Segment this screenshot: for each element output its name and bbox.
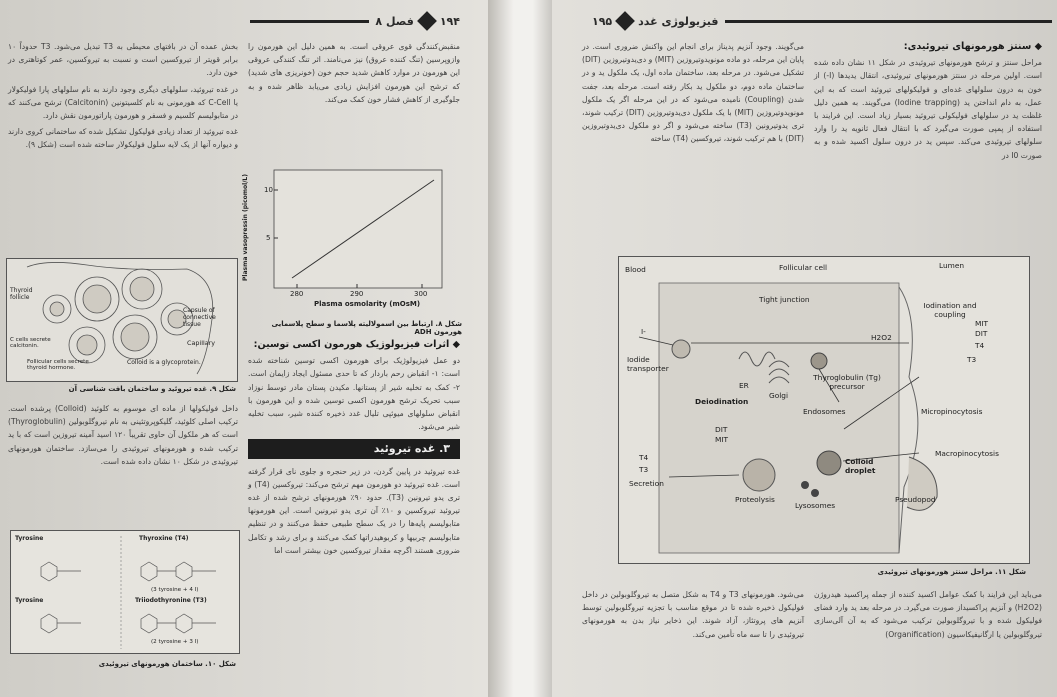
page-gutter bbox=[488, 0, 552, 697]
fig11-micropinocytosis: Micropinocytosis bbox=[921, 407, 983, 416]
fig11-macropinocytosis: Macropinocytosis bbox=[935, 449, 999, 458]
figure-8 bbox=[241, 160, 448, 310]
paragraph: در غده تیروئید، سلولهای دیگری وجود دارند به نام سلولهای پارا فولیکولار یا C-Cell که هورمونی به نام کلسیتونین (Calcitonin) ترشح می‌کنند که در متابولیسم کلسیم و فسفر و هورمون پاراتورمون نقش دارد. bbox=[8, 84, 238, 121]
fig11-tight-junction: Tight junction bbox=[759, 295, 810, 304]
fig11-t4: T4 bbox=[639, 453, 649, 462]
left-page-col-left bbox=[8, 40, 238, 155]
paragraph: می‌شود. هورمونهای T3 و T4 به شکل متصل به تیروگلوبولین در داخل فولیکول ذخیره شده تا در موقع مناسب با تجزیه تیروگلوبولین توسط آنزیم های پروتئاز، آزاد شوند. این ذخایر نیاز بدن به هورمونهای تیروئیدی را تا سه ماه تأمین می‌کند. bbox=[582, 590, 804, 639]
fig9-caption: شکل ۹. غده تیروئید و ساختمان بافت شناسی آن bbox=[68, 385, 236, 393]
fig8-plot-area bbox=[274, 170, 442, 288]
paragraph: دو عمل فیزیولوژیک برای هورمون اکسی توسین شناخته شده است: ۱- انقباض رحم باردار که تا حدی مسئول ایجاد زایمان است. ۲- کمک به تخلیه شیر از پستانها. مکیدن پستان مادر توسط نوزاد سبب تحریک ترشح هورمون اکسی توسین شده و این هورمون با انقباض سلولهای میوئپی تلیال غدد ذخیره کننده شیر، سبب تخلیه شیر می‌شود. bbox=[248, 356, 460, 432]
right-page-col-right bbox=[814, 40, 1042, 165]
tg-precursor-shape bbox=[811, 353, 827, 369]
left-page-header bbox=[250, 10, 460, 32]
lysosome-shape bbox=[811, 489, 819, 497]
paragraph: منقبض‌کنندگی قوی عروقی است. به همین دلیل این هورمون را وازوپرسین (تنگ کننده عروق) نیز می‌نامند. اثر تنگ کنندگی عروقی این هورمون در موارد کاهش شدید حجم خون (خونریزی های شدید) که ترشح این هورمون افزایش زیادی می‌یابد ظاهر شده و به جلوگیری از کاهش فشار خون کمک می‌کند. bbox=[248, 42, 460, 104]
fig11-lumen: Lumen bbox=[939, 261, 965, 270]
fig8-ylabel: Plasma vasopressin (picomol/L) bbox=[241, 174, 249, 281]
apical-membrane bbox=[899, 287, 918, 553]
fig10-structures bbox=[11, 531, 239, 653]
paragraph: می‌گویند. وجود آنزیم پدیناز برای انجام این واکنش ضروری است. در پایان این مرحله، دو ماده مونویدوتیروزین (MIT) و دی‌یدوتیروزین (DIT) تشکیل می‌شود. در مرحله بعد، ساختمان ماده اول، یک ملکول ید و در ساختمان ماده دوم، دو ملکول ید بکار رفته است. مرحله بعد، جفت شدن (Coupling) نامیده می‌شود که در این مرحله اگر یک ملکول مونویدوتیروزین (MIT) با یک ملکول دی‌یدوتیروزین (DIT) ترکیب شوند، تری یدوتیرونین (T3) ساخته می‌شود و اگر دو ملکول دی‌یدوتیروزین (DIT) با هم ترکیب شوند، تیروکسین (T4) ساخته bbox=[582, 42, 805, 144]
fig8-ytick-label: 10 bbox=[264, 186, 273, 194]
header-rule bbox=[250, 20, 369, 23]
fig9-label-follicle: Thyroid follicle bbox=[10, 287, 33, 301]
fig10-triiodo-sub: (2 tyrosine + 3 I) bbox=[151, 639, 199, 645]
fig8-ytick-label: 5 bbox=[266, 234, 271, 242]
paragraph: داخل فولیکولها از ماده ای موسوم به کلوئید (Colloid) پرشده است. ترکیب اصلی کلوئید، گلیکوپروتئینی به نام تیروگلوبولین (Thyroglobulin) است که هر ملکول آن حاوی تقریباً ۱۲۰ اسید آمینه تیروزین است که با ید ترکیب شده و هورمونهای تیروئیدی را می‌سازد. ساختمان هورمونهای تیروئیدی در شکل ۱۰ نشان داده شده است. bbox=[8, 404, 238, 466]
fig11-blood: Blood bbox=[625, 265, 646, 274]
proteolysis-shape bbox=[743, 459, 775, 491]
fig9-label-follicular: Follicular cells secrete thyroid hormone. bbox=[27, 359, 89, 371]
fig9-label-capsule: Capsule of connective tissue bbox=[183, 307, 216, 328]
fig11-t4-2: T4 bbox=[975, 341, 985, 350]
right-page-col-left bbox=[582, 40, 804, 149]
figure-11 bbox=[618, 256, 1030, 564]
fig11-iodination: Iodination and coupling bbox=[923, 301, 977, 319]
fig11-caption: شکل ۱۱. مراحل سنتز هورمونهای تیروئیدی bbox=[877, 568, 1026, 576]
fig9-label-colloid: Colloid is a glycoprotein. bbox=[127, 359, 201, 366]
section-title-thyroid: ۳. غده تیروئید bbox=[248, 439, 460, 458]
fig11-i-minus: I- bbox=[641, 327, 646, 336]
fig11-t3-2: T3 bbox=[967, 355, 977, 364]
paragraph: غده تیروئید از تعداد زیادی فولیکول تشکیل شده که ساختمانی کروی دارند و دیواره آنها از یک لایه سلول فولیکولار ساخته شده است (شکل ۹). bbox=[7, 127, 238, 150]
diamond-icon bbox=[615, 11, 635, 31]
left-page-col-right-lower bbox=[248, 338, 460, 560]
fig11-tg-precursor: Thyroglobulin (Tg) precursor bbox=[813, 373, 881, 391]
fig8-xtick-label: 280 bbox=[290, 290, 304, 298]
fig10-thyroxine: Thyroxine (T4) bbox=[139, 535, 189, 542]
fig11-dit-2: DIT bbox=[975, 329, 988, 338]
fig11-iodide-transporter: Iodide transporter bbox=[627, 355, 669, 373]
fig10-triiodo: Triiodothyronine (T3) bbox=[135, 597, 207, 604]
paragraph: غده تیروئید در پایین گردن، در زیر حنجره و جلوی نای قرار گرفته است. غده تیروئید دو هورمون مهم ترشح می‌کند: تیروکسین (T4) و تری یدو تیرونین (T3). حدود ۹۰٪ هورمونهای ترشح شده از غده تیروئید تیروکسین و ۱۰٪ آن تری یدو تیرونین است. این هورمونها متابولیسم پایه‌ها را در یک سطح طبیعی حفظ می‌کنند و در تنظیم متابولیسم چربیها و کربوهیدراتها کمک می‌کنند و برای رشد و تکامل ضروری هستند اگرچه مقدار تیروکسین خون بیشتر است اما bbox=[248, 466, 461, 555]
fig11-secretion: Secretion bbox=[629, 479, 664, 488]
fig11-deiodination: Deiodination bbox=[695, 397, 749, 406]
paragraph: می‌باید این فرایند با کمک عوامل اکسید کننده از جمله پراکسید هیدروژن (H2O2) و آنزیم پراکسیداز صورت می‌گیرد. در مرحله بعد ید وارد فضای فولیکول شده و با تیروگلوبولین ترکیب می‌شود که به آن آلی‌سازی تیروگلوبولین یا ارگانیفیکاسیون (Organification) bbox=[814, 590, 1042, 639]
fig8-chart bbox=[252, 160, 448, 310]
fig11-h2o2: H2O2 bbox=[871, 333, 892, 342]
page-number: ۱۹۴ bbox=[439, 14, 460, 28]
fig11-dit: DIT bbox=[715, 425, 728, 434]
fig11-t3: T3 bbox=[639, 465, 649, 474]
fig10-tyrosine-2: Tyrosine bbox=[15, 597, 44, 604]
chapter-label: فیزیولوژی غدد bbox=[638, 14, 719, 28]
fig10-thyroxine-sub: (3 tyrosine + 4 I) bbox=[151, 587, 199, 593]
right-page bbox=[552, 0, 1057, 697]
header-rule bbox=[725, 20, 1052, 23]
fig11-endosomes: Endosomes bbox=[803, 407, 846, 416]
fig8-xlabel: Plasma osmolarity (mOsM) bbox=[314, 300, 421, 308]
diamond-icon bbox=[417, 11, 437, 31]
right-page-bottom-left bbox=[582, 588, 804, 644]
left-page-col-left-lower bbox=[8, 402, 238, 471]
fig8-caption: شکل ۸. ارتباط بین اسمولالیته پلاسما و سطح پلاسمایی هورمون ADH bbox=[271, 320, 462, 336]
colloid-shape bbox=[83, 285, 111, 313]
section-heading: ◆ اثرات فیزیولوژیک هورمون اکسی توسین: bbox=[253, 339, 460, 350]
fig11-proteolysis: Proteolysis bbox=[735, 495, 775, 504]
fig11-mit-2: MIT bbox=[975, 319, 989, 328]
ring-shape bbox=[41, 562, 57, 581]
page-number: ۱۹۵ bbox=[592, 14, 613, 28]
fig9-label-c-cells: C cells secrete calcitonin. bbox=[10, 337, 51, 349]
right-page-header bbox=[592, 10, 1052, 32]
left-page-col-right bbox=[248, 40, 460, 109]
fig11-pseudopod: Pseudopod bbox=[895, 495, 936, 504]
right-page-bottom-right bbox=[814, 588, 1042, 644]
fig10-caption: شکل ۱۰. ساختمان هورمونهای تیروئیدی bbox=[98, 660, 236, 668]
fig11-lysosomes: Lysosomes bbox=[795, 501, 836, 510]
fig10-tyrosine: Tyrosine bbox=[15, 535, 44, 542]
fig11-follicular-cell: Follicular cell bbox=[779, 263, 828, 272]
fig11-colloid-droplet: Colloid droplet bbox=[845, 457, 876, 475]
fig8-xtick-label: 300 bbox=[414, 290, 428, 298]
fig11-er: ER bbox=[739, 381, 749, 390]
chapter-label: فصل ۸ bbox=[375, 14, 414, 28]
fig9-label-capillary: Capillary bbox=[187, 339, 216, 347]
colloid-droplet-shape bbox=[817, 451, 841, 475]
paragraph: مراحل سنتز و ترشح هورمونهای تیروئیدی در شکل ۱۱ نشان داده شده است. اولین مرحله در سنتز هورمونهای تیروئیدی، انتقال یدیدها (I-) از خون به درون سلولهای غده‌ای و فولیکولهای تیروئید است که به این عمل، به دام انداختن ید (Iodine trapping) می‌گویند. به همین دلیل غلظت ید در سلولهای فولیکولی تیروئید بسیار زیاد است. این فرایند با استفاده از پمپی صورت می‌گیرد که با انتقال فعال ثانویه ید را وارد سلولهای تیروئیدی می‌کند. سپس ید در درون سلول اکسید شده و به صورت I0 در bbox=[814, 58, 1043, 160]
fig11-mit: MIT bbox=[715, 435, 729, 444]
fig11-golgi: Golgi bbox=[769, 391, 789, 400]
lysosome-shape bbox=[801, 481, 809, 489]
fig8-xtick-label: 290 bbox=[350, 290, 364, 298]
figure-10 bbox=[10, 530, 240, 654]
paragraph: بخش عمده آن در بافتهای محیطی به T3 تبدیل می‌شود. T3 حدوداً ۱۰ برابر قویتر از تیروکسین است و نسبت به تیروکسین، عمر کوتاهتری در خون دارد. bbox=[8, 42, 238, 78]
left-page bbox=[0, 0, 488, 697]
figure-9 bbox=[6, 258, 238, 382]
follicular-cell-shape bbox=[659, 283, 899, 553]
section-heading: ◆ سنتز هورمونهای تیروئیدی: bbox=[903, 41, 1042, 52]
